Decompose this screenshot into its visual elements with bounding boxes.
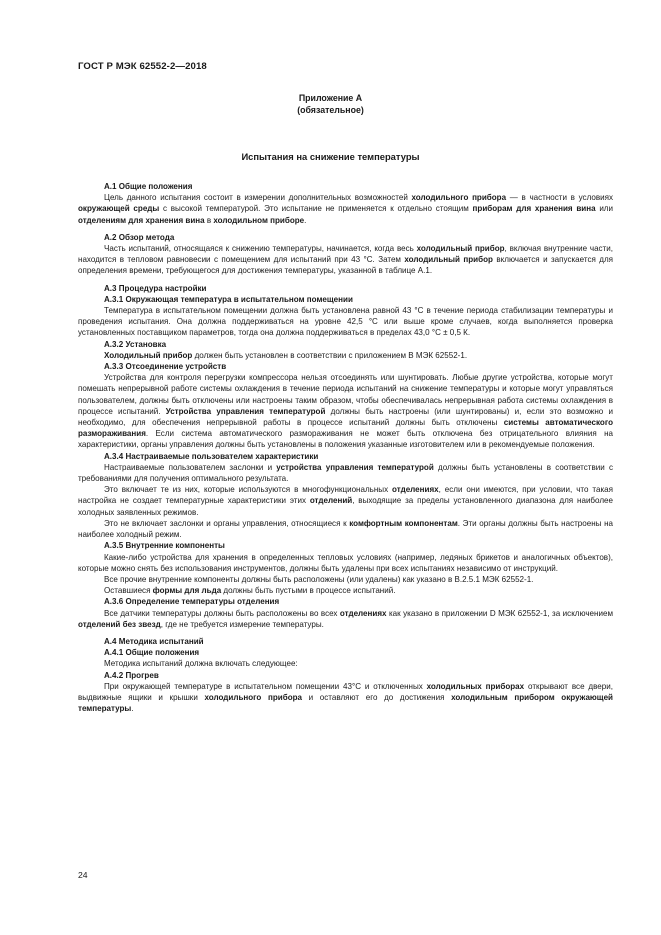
section-a34-paragraph-1: Настраиваемые пользователем заслонки и устройства управления температурой должны быть установлены в соответствии с требованиями для получения оптимального результата.: [78, 462, 613, 484]
section-a31-title: А.3.1 Окружающая температура в испытательном помещении: [104, 294, 353, 304]
annex-title: Приложение А: [298, 93, 363, 103]
section-a33-paragraph: Устройства для контроля перегрузки компрессора нельзя отсоединять или шунтировать. Любые другие устройства, которые могут помешать непрерывной работе системы охлаждения в течение периода испытаний на снижение температуры и которые могут управляться пользователем, должны быть отключены или настроены таким образом, чтобы обеспечивалась непрерывная работа системы охлаждения в процессе испытаний. Устройства управления температурой должны быть настроены (или шунтированы) и, если это возможно и необходимо, для обеспечения непрерывной работы в процессе испытаний должны быть отключены системы автоматического размораживания. Если система автоматического размораживания не может быть отключена без отрицательного влияния на характеристики, органы управления должны быть установлены в положения указанные изготовителем или в рекомендуемые положения.: [78, 373, 614, 450]
section-a41-paragraph: Методика испытаний должна включать следующее:: [104, 659, 298, 669]
section-a1-title: А.1 Общие положения: [104, 182, 193, 191]
section-a34-title: А.3.4 Настраиваемые пользователем характеристики: [104, 451, 319, 461]
section-a32-paragraph: Холодильный прибор должен быть установлен в соответствии с приложением В МЭК 62552-1.: [104, 350, 468, 360]
section-a36-title: А.3.6 Определение температуры отделения: [104, 597, 280, 607]
section-a35-paragraph-3: Оставшиеся формы для льда должны быть пустыми в процессе испытаний.: [104, 586, 396, 596]
section-a34-paragraph-2: Это включает те из них, которые используются в многофункциональных отделениях, если они имеются, при условии, что такая настройка не создает температурные характеристики этих отделений, выходящие за пределы установленного диапазона для наиболее холодных заявленных режимов.: [78, 485, 613, 517]
section-a41-title: А.4.1 Общие положения: [104, 648, 200, 658]
section-a35-title: А.3.5 Внутренние компоненты: [104, 541, 225, 551]
annex-status: (обязательное): [297, 105, 364, 115]
section-a2-title: А.2 Обзор метода: [104, 232, 175, 242]
annex-heading: [0, 92, 661, 116]
section-a35-paragraph-1: Какие-либо устройства для хранения в определенных тепловых условиях (например, ледяных брикетов и аналогичных объектов), которые можно снять без использования инструментов, должны быть удалены при всех испытаниях независимо от инструкций.: [78, 552, 613, 573]
section-a4-title: А.4 Методика испытаний: [104, 636, 204, 646]
section-a3-title: А.3 Процедура настройки: [104, 283, 207, 293]
document-body: [78, 181, 613, 714]
section-a1-paragraph: Цель данного испытания состоит в измерении дополнительных возможностей холодильного прибора — в частности в условиях окружающей среды с высокой температурой. Это испытание не применяется к отдельно стоящим приборам для хранения вина или отделениям для хранения вина в холодильном приборе.: [78, 193, 614, 225]
section-a32-title: А.3.2 Установка: [104, 339, 167, 349]
section-a33-title: А.3.3 Отсоединение устройств: [104, 362, 227, 372]
section-a35-paragraph-2: Все прочие внутренние компоненты должны быть расположены (или удалены) как указано в В.2.5.1 МЭК 62552-1.: [104, 574, 534, 584]
section-a42-paragraph: При окружающей температуре в испытательном помещении 43°С и отключенных холодильных приборах открывают все двери, выдвижные ящики и крышки холодильного прибора и оставляют его до достижения холодильным прибором окружающей температуры.: [78, 681, 613, 714]
section-a42-title: А.4.2 Прогрев: [104, 670, 159, 680]
page-number: 24: [78, 870, 88, 880]
section-a31-paragraph: Температура в испытательном помещении должна быть установлена равной 43 °С в течение периода стабилизации температуры и проведения испытания. Она должна поддерживаться на уровне 42,5 °С или выше кроме случаев, когда выполняется проверка установленных поставщиком параметров, тогда она должна поддерживаться в пределах 43,0 °С ± 0,5 К.: [78, 306, 613, 338]
main-title: Испытания на снижение температуры: [241, 151, 420, 162]
section-a2-paragraph: Часть испытаний, относящаяся к снижению температуры, начинается, когда весь холодильный прибор, включая внутренние части, находится в тепловом равновесии с помещением для испытаний при 43 °С. Затем холодильный прибор включается и запускается для определения времени, требующегося для достижения температуры, указанной в таблице А.1.: [78, 244, 613, 276]
section-a36-paragraph: Все датчики температуры должны быть расположены во всех отделениях как указано в приложении D МЭК 62552-1, за исключением отделений без звезд, где не требуется измерение температуры.: [78, 608, 613, 629]
section-a34-paragraph-3: Это не включает заслонки и органы управления, относящиеся к комфортным компонентам. Эти органы должны быть настроены на наиболее холодный режим.: [78, 518, 613, 540]
standard-header: ГОСТ Р МЭК 62552-2—2018: [78, 61, 207, 72]
